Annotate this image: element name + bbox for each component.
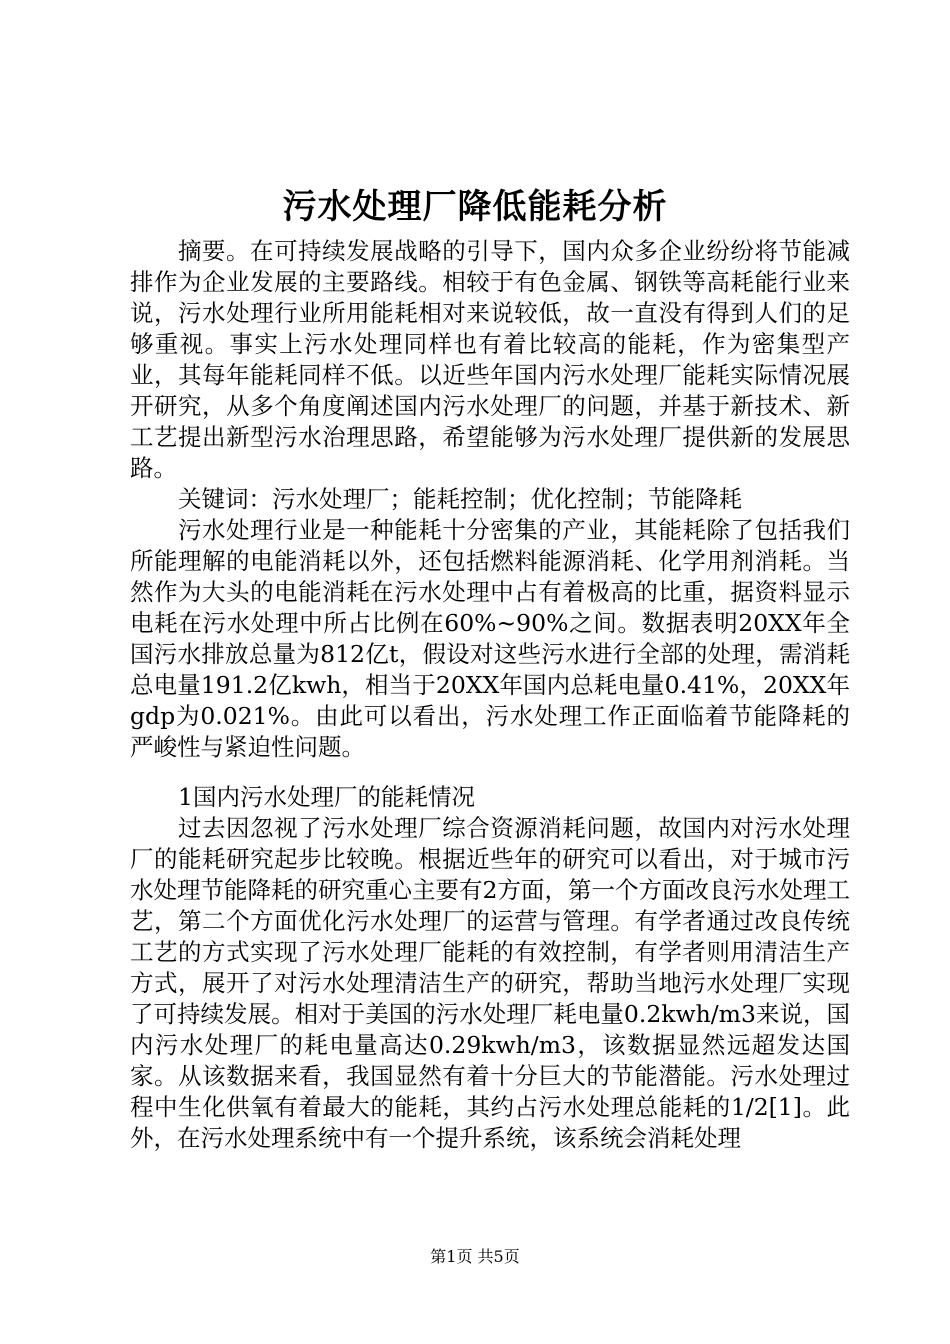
page-footer: 第1页 共5页 [430,1247,520,1266]
document-body-part-1 [130,236,850,763]
section-heading: 1国内污水处理厂的能耗情况 [178,783,475,811]
abstract-paragraph: 摘要。在可持续发展战略的引导下，国内众多企业纷纷将节能减排作为企业发展的主要路线。相较于有色金属、钢铁等高耗能行业来说，污水处理行业所用能耗相对来说较低，故一直没有得到人们的足够重视。事实上污水处理同样也有着比较高的能耗，作为密集型产业，其每年能耗同样不低。以近些年国内污水处理厂能耗实际情况展开研究，从多个角度阐述国内污水处理厂的问题，并基于新技术、新工艺提出新型污水治理思路，希望能够为污水处理厂提供新的发展思路。 [130,237,850,482]
intro-paragraph: 污水处理行业是一种能耗十分密集的产业，其能耗除了包括我们所能理解的电能消耗以外，还包括燃料能源消耗、化学用剂消耗。当然作为大头的电能消耗在污水处理中占有着极高的比重，据资料显示电耗在污水处理中所占比例在60%~90%之间。数据表明20XX年全国污水排放总量为812亿t，假设对这些污水进行全部的处理，需消耗总电量191.2亿kwh，相当于20XX年国内总耗电量0.41%，20XX年gdp为0.021%。由此可以看出，污水处理工作正面临着节能降耗的严峻性与紧迫性问题。 [130,516,850,761]
keywords-paragraph: 关键词：污水处理厂；能耗控制；优化控制；节能降耗 [178,485,742,513]
section-paragraph: 过去因忽视了污水处理厂综合资源消耗问题，故国内对污水处理厂的能耗研究起步比较晚。根据近些年的研究可以看出，对于城市污水处理节能降耗的研究重心主要有2方面，第一个方面改良污水处理工艺，第二个方面优化污水处理厂的运营与管理。有学者通过改良传统工艺的方式实现了污水处理厂能耗的有效控制，有学者则用清洁生产方式，展开了对污水处理清洁生产的研究，帮助当地污水处理厂实现了可持续发展。相对于美国的污水处理厂耗电量0.2kwh/m3来说，国内污水处理厂的耗电量高达0.29kwh/m3，该数据显然远超发达国家。从该数据来看，我国显然有着十分巨大的节能潜能。污水处理过程中生化供氧有着最大的能耗，其约占污水处理总能耗的1/2[1]。此外，在污水处理系统中有一个提升系统，该系统会消耗处理 [130,814,850,1152]
document-body-part-2 [130,782,850,1154]
document-title: 污水处理厂降低能耗分析 [282,187,668,227]
